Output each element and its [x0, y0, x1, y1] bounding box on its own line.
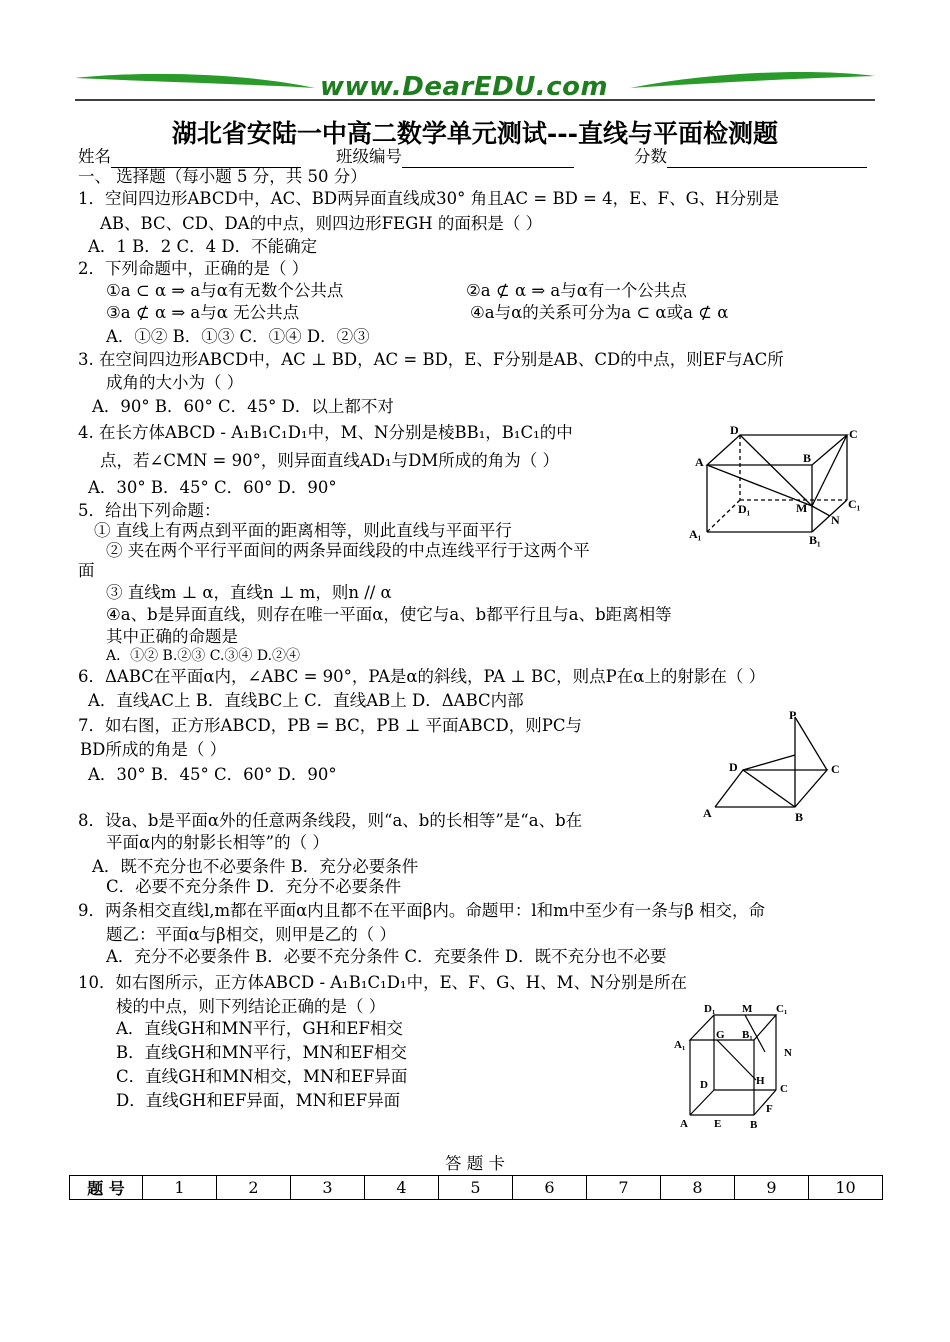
question-line: 题乙：平面α与β相交，则甲是乙的（ ） [106, 925, 396, 944]
left-swoosh [75, 74, 315, 88]
table-row [70, 1176, 883, 1200]
box-figure [685, 420, 870, 550]
answer-cell-number: 1 [143, 1176, 217, 1200]
right-swoosh [630, 72, 875, 88]
score-field [634, 146, 867, 168]
option-line: D．直线GH和EF异面，MN和EF异面 [116, 1091, 401, 1110]
statement-line: 面 [78, 561, 95, 580]
option-line: A．既不充分也不必要条件 B．充分必要条件 [92, 857, 419, 876]
option-line: A．90° B．60° C．45° D．以上都不对 [92, 397, 394, 416]
cube-label-G: G [716, 1029, 725, 1041]
option-line: A．充分不必要条件 B．必要不充分条件 C．充要条件 D．既不充分也不必要 [106, 947, 667, 966]
pyramid-label-A: A [703, 806, 712, 820]
statement-line: ④a、b是异面直线，则存在唯一平面α，使它与a、b都平行且与a、b距离相等 [106, 605, 672, 624]
answer-cell-number: 8 [661, 1176, 735, 1200]
score-blank [667, 151, 867, 168]
name-field [78, 146, 301, 168]
box-label-N: N [831, 513, 840, 527]
option-line: B．直线GH和MN平行，MN和EF相交 [116, 1043, 407, 1062]
box-label-C: C [849, 427, 858, 441]
option-line: C．直线GH和MN相交，MN和EF异面 [116, 1067, 408, 1086]
name-label: 姓名 [78, 147, 111, 166]
option-line: ①a ⊂ α ⇒ a与α有无数个公共点 [106, 281, 344, 300]
option-line: A．30° B．45° C．60° D．90° [88, 478, 337, 497]
box-label-A1: A₁ [689, 527, 702, 541]
page-title: 湖北省安陆一中高二数学单元测试---直线与平面检测题 [171, 119, 779, 148]
cube-label-F: F [766, 1103, 773, 1115]
question-line: 8．设a、b是平面α外的任意两条线段，则“a、b的长相等”是“a、b在 [78, 811, 583, 830]
cube-label-N: N [784, 1047, 792, 1059]
answer-cell-number: 10 [809, 1176, 883, 1200]
class-blank [402, 151, 574, 168]
class-field [336, 146, 574, 168]
score-label: 分数 [634, 147, 667, 166]
answer-card-header: 题 号 [70, 1176, 143, 1200]
option-line: A．30° B．45° C．60° D．90° [88, 765, 337, 784]
question-line: 7．如右图，正方形ABCD，PB = BC，PB ⊥ 平面ABCD，则PC与 [78, 716, 582, 735]
box-label-M: M [796, 501, 808, 515]
question-line: 5．给出下列命题： [78, 501, 221, 520]
cube-label-A1: A₁ [674, 1039, 686, 1051]
pyramid-label-P: P [789, 708, 797, 722]
box-label-D: D [730, 423, 739, 437]
box-label-C1: C₁ [848, 497, 861, 511]
box-label-A: A [695, 455, 704, 469]
question-line: 2．下列命题中，正确的是（ ） [78, 259, 309, 278]
question-line: 3. 在空间四边形ABCD中，AC ⊥ BD，AC = BD，E、F分别是AB、CD的中点，则EF与AC所 [78, 350, 784, 369]
question-line: 1．空间四边形ABCD中，AC、BD两异面直线成30° 角且AC = BD = 4，E、F、G、H分别是 [78, 189, 780, 208]
question-line: 10．如右图所示，正方体ABCD - A₁B₁C₁D₁中，E、F、G、H、M、N分别是所在 [78, 973, 688, 992]
question-line: 点，若∠CMN = 90°，则异面直线AD₁与DM所成的角为（ ） [100, 451, 559, 470]
answer-cell-number: 5 [439, 1176, 513, 1200]
answer-card-table [69, 1175, 883, 1200]
option-line: C．必要不充分条件 D．充分不必要条件 [106, 877, 402, 896]
statement-line: 其中正确的命题是 [106, 627, 238, 646]
class-label: 班级编号 [336, 147, 402, 166]
cube-label-C1: C₁ [776, 1003, 788, 1015]
cube-label-M: M [742, 1003, 753, 1015]
cube-figure [672, 1000, 812, 1135]
option-line: A．①② B.②③ C.③④ D.②④ [106, 648, 301, 664]
statement-line: ② 夹在两个平行平面间的两条异面线段的中点连线平行于这两个平 [106, 541, 590, 560]
answer-cell-number: 7 [587, 1176, 661, 1200]
box-label-D1: D₁ [738, 502, 751, 516]
cube-label-B1: B₁ [742, 1029, 753, 1041]
option-line: ④a与α的关系可分为a ⊂ α或a ⊄ α [470, 303, 729, 322]
cube-label-H: H [756, 1075, 765, 1087]
statement-line: ① 直线上有两点到平面的距离相等，则此直线与平面平行 [94, 521, 512, 540]
option-line: A．①② B．①③ C．①④ D．②③ [106, 327, 370, 346]
cube-label-B: B [750, 1119, 758, 1131]
pyramid-label-D: D [729, 760, 738, 774]
statement-line: ③ 直线m ⊥ α，直线n ⊥ m，则n // α [106, 583, 392, 602]
box-label-B1: B₁ [809, 533, 821, 547]
cube-label-C: C [780, 1083, 788, 1095]
answer-card-title: 答 题 卡 [445, 1154, 505, 1173]
cube-label-E: E [714, 1118, 722, 1130]
pyramid-figure [695, 705, 850, 825]
question-line: 4. 在长方体ABCD - A₁B₁C₁D₁中，M、N分别是棱BB₁，B₁C₁的中 [78, 423, 573, 442]
site-logo: www.DearEDU.com [320, 72, 609, 102]
pyramid-label-B: B [795, 810, 804, 824]
question-line: AB、BC、CD、DA的中点，则四边形FEGH 的面积是（ ） [100, 214, 543, 233]
option-line: A．1 B．2 C．4 D．不能确定 [88, 237, 318, 256]
answer-cell-number: 2 [217, 1176, 291, 1200]
question-line: 6．ΔABC在平面α内，∠ABC = 90°，PA是α的斜线，PA ⊥ BC，则点P在α上的射影在（ ） [78, 667, 766, 686]
question-line: 9．两条相交直线l,m都在平面α内且都不在平面β内。命题甲：l和m中至少有一条与β 相交，命 [78, 901, 766, 920]
answer-cell-number: 4 [365, 1176, 439, 1200]
question-line: 棱的中点，则下列结论正确的是（ ） [116, 997, 386, 1016]
question-line: 成角的大小为（ ） [106, 373, 244, 392]
box-label-B: B [803, 451, 812, 465]
option-line: ②a ⊄ α ⇒ a与α有一个公共点 [466, 281, 687, 300]
option-line: ③a ⊄ α ⇒ a与α 无公共点 [106, 303, 300, 322]
section-heading: 一、 选择题（每小题 5 分，共 50 分） [78, 167, 367, 186]
cube-label-D1: D₁ [704, 1003, 716, 1015]
question-line: 平面α内的射影长相等”的（ ） [106, 833, 329, 852]
answer-cell-number: 6 [513, 1176, 587, 1200]
answer-cell-number: 9 [735, 1176, 809, 1200]
question-line: BD所成的角是（ ） [80, 740, 227, 759]
option-line: A．直线AC上 B．直线BC上 C．直线AB上 D．ΔABC内部 [88, 691, 524, 710]
cube-label-A: A [680, 1118, 688, 1130]
option-line: A．直线GH和MN平行，GH和EF相交 [116, 1019, 403, 1038]
pyramid-label-C: C [831, 762, 840, 776]
answer-cell-number: 3 [291, 1176, 365, 1200]
cube-label-D: D [700, 1079, 708, 1091]
